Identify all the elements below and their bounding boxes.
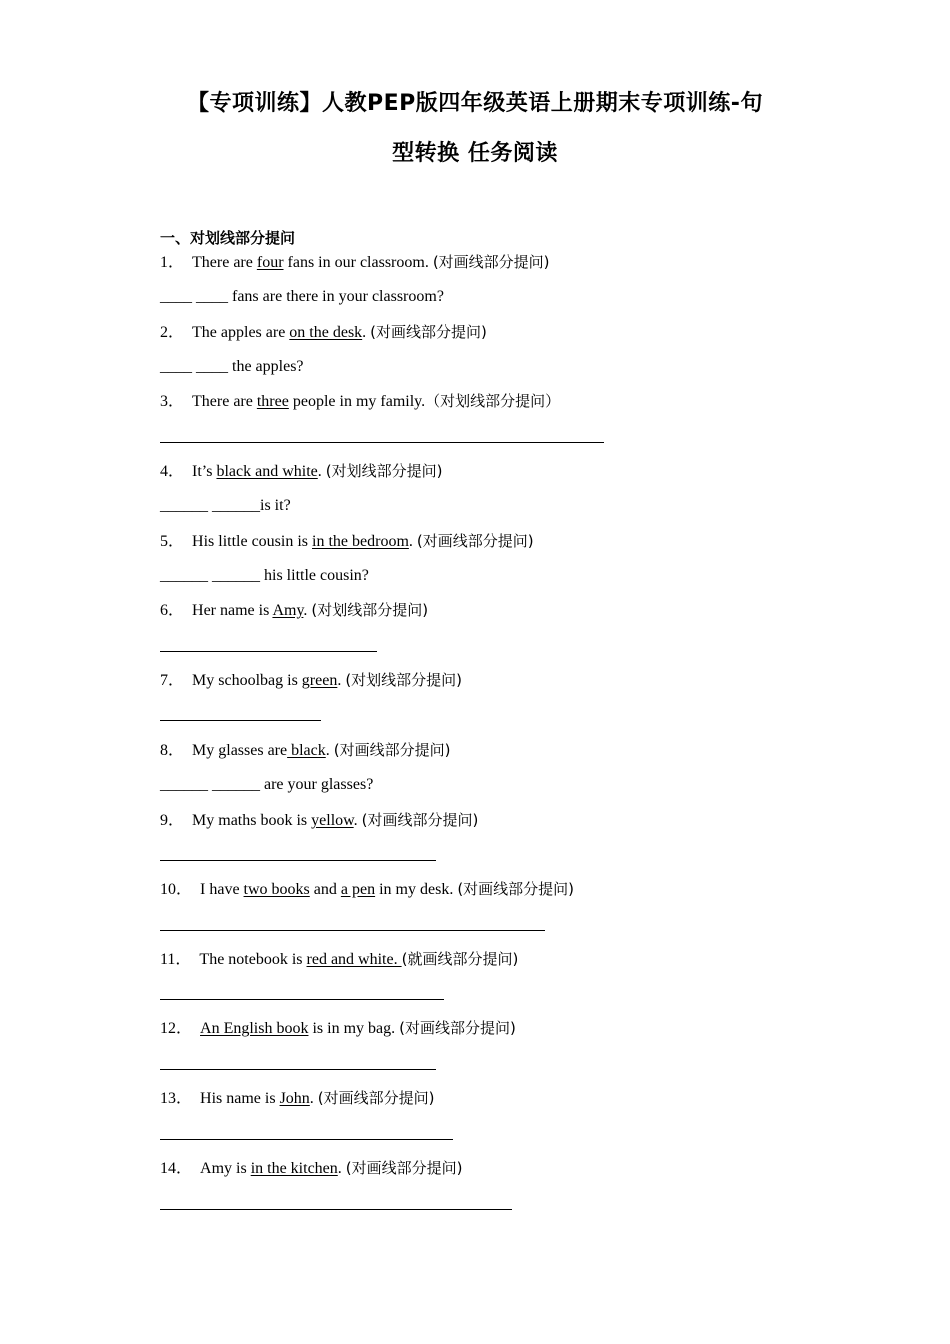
- question-text: .: [325, 742, 334, 759]
- question-text: .: [317, 463, 326, 480]
- instruction-note: (对画线部分提问): [333, 741, 451, 759]
- question-text: .: [303, 602, 312, 619]
- question-text: My schoolbag is: [192, 672, 302, 689]
- instruction-note: (对划线部分提问): [325, 462, 443, 480]
- question-13: [160, 1088, 435, 1109]
- underlined-text: two books: [243, 881, 310, 898]
- underlined-text: black and white: [216, 463, 318, 480]
- question-number: 4．: [160, 463, 185, 480]
- question-11: [160, 949, 518, 970]
- question-number: 7．: [160, 672, 185, 689]
- question-text: Amy is: [200, 1160, 251, 1177]
- question-14: [160, 1158, 463, 1179]
- answer-rule-3[interactable]: [160, 442, 604, 443]
- underlined-text: three: [256, 393, 289, 410]
- underlined-text: red and white.: [306, 951, 402, 968]
- question-number: 6．: [160, 602, 185, 619]
- question-text: .: [362, 324, 371, 341]
- question-number: 1．: [160, 254, 185, 271]
- question-text: Her name is: [192, 602, 273, 619]
- question-number: 9．: [160, 812, 185, 829]
- question-text: The notebook is: [199, 951, 307, 968]
- answer-rule-12[interactable]: [160, 1069, 436, 1070]
- question-text: The apples are: [192, 324, 290, 341]
- underlined-text: a pen: [340, 881, 376, 898]
- question-text: .: [309, 1090, 318, 1107]
- answer-rule-10[interactable]: [160, 930, 545, 931]
- underlined-text: in the bedroom: [312, 533, 409, 550]
- underlined-text: green: [301, 672, 338, 689]
- question-number: 5．: [160, 533, 185, 550]
- question-5: [160, 531, 534, 552]
- answer-line-4[interactable]: ______ ______is it?: [160, 497, 291, 514]
- instruction-note: (对划线部分提问): [345, 671, 463, 689]
- question-text: There are: [192, 393, 257, 410]
- instruction-note: (对画线部分提问): [457, 880, 575, 898]
- instruction-note: (对画线部分提问): [432, 253, 550, 271]
- answer-rule-14[interactable]: [160, 1209, 512, 1210]
- question-12: [160, 1018, 516, 1039]
- question-text: His little cousin is: [192, 533, 313, 550]
- instruction-note: (对画线部分提问): [399, 1019, 516, 1037]
- document-title-line-2: 型转换 任务阅读: [392, 141, 558, 166]
- instruction-note: (就画线部分提问): [401, 950, 519, 968]
- answer-line-1[interactable]: ____ ____ fans are there in your classroom?: [160, 288, 444, 305]
- instruction-note: (对画线部分提问): [416, 532, 534, 550]
- underlined-text: on the desk: [289, 324, 363, 341]
- underlined-text: yellow: [311, 812, 354, 829]
- question-text: .: [353, 812, 362, 829]
- question-6: [160, 600, 428, 621]
- answer-rule-11[interactable]: [160, 999, 444, 1000]
- underlined-text: black: [287, 742, 326, 759]
- question-number: 14．: [160, 1160, 193, 1177]
- question-number: 11．: [160, 951, 192, 968]
- document-title-line-1: 【专项训练】人教PEP版四年级英语上册期末专项训练-句: [187, 91, 763, 116]
- question-9: [160, 810, 478, 831]
- answer-rule-6[interactable]: [160, 651, 377, 652]
- question-text: There are: [192, 254, 257, 271]
- question-text: people in my family.: [288, 393, 426, 410]
- section-heading: 一、对划线部分提问: [160, 229, 296, 247]
- question-3: [160, 391, 560, 412]
- underlined-text: in the kitchen: [250, 1160, 338, 1177]
- question-number: 8．: [160, 742, 185, 759]
- question-4: [160, 461, 442, 482]
- answer-rule-7[interactable]: [160, 720, 321, 721]
- question-number: 12．: [160, 1020, 193, 1037]
- question-text: .: [337, 672, 346, 689]
- instruction-note: (对画线部分提问): [317, 1089, 435, 1107]
- answer-line-8[interactable]: ______ ______ are your glasses?: [160, 776, 374, 793]
- question-text: and: [309, 881, 341, 898]
- instruction-note: (对画线部分提问): [370, 323, 487, 341]
- question-number: 10．: [160, 881, 193, 898]
- question-2: [160, 322, 487, 343]
- question-text: It’s: [192, 463, 217, 480]
- question-text: .: [337, 1160, 346, 1177]
- underlined-text: Amy: [272, 602, 304, 619]
- question-text: I have: [200, 881, 244, 898]
- question-text: fans in our classroom.: [283, 254, 433, 271]
- instruction-note: (对划线部分提问): [311, 601, 429, 619]
- answer-rule-13[interactable]: [160, 1139, 453, 1140]
- answer-line-2[interactable]: ____ ____ the apples?: [160, 358, 304, 375]
- underlined-text: An English book: [200, 1020, 309, 1037]
- instruction-note: (对画线部分提问): [361, 811, 479, 829]
- instruction-note: (对画线部分提问): [345, 1159, 463, 1177]
- answer-rule-9[interactable]: [160, 860, 436, 861]
- answer-line-5[interactable]: ______ ______ his little cousin?: [160, 567, 369, 584]
- question-1: [160, 252, 550, 273]
- question-number: 13．: [160, 1090, 193, 1107]
- instruction-note: （对划线部分提问）: [425, 392, 561, 410]
- underlined-text: John: [279, 1090, 310, 1107]
- question-number: 2．: [160, 324, 185, 341]
- question-text: in my desk.: [375, 881, 458, 898]
- question-text: His name is: [200, 1090, 280, 1107]
- underlined-text: four: [256, 254, 284, 271]
- question-text: My maths book is: [192, 812, 312, 829]
- question-8: [160, 740, 450, 761]
- question-7: [160, 670, 462, 691]
- question-text: .: [408, 533, 417, 550]
- question-number: 3．: [160, 393, 185, 410]
- question-text: My glasses are: [192, 742, 288, 759]
- question-10: [160, 879, 574, 900]
- question-text: is in my bag.: [308, 1020, 400, 1037]
